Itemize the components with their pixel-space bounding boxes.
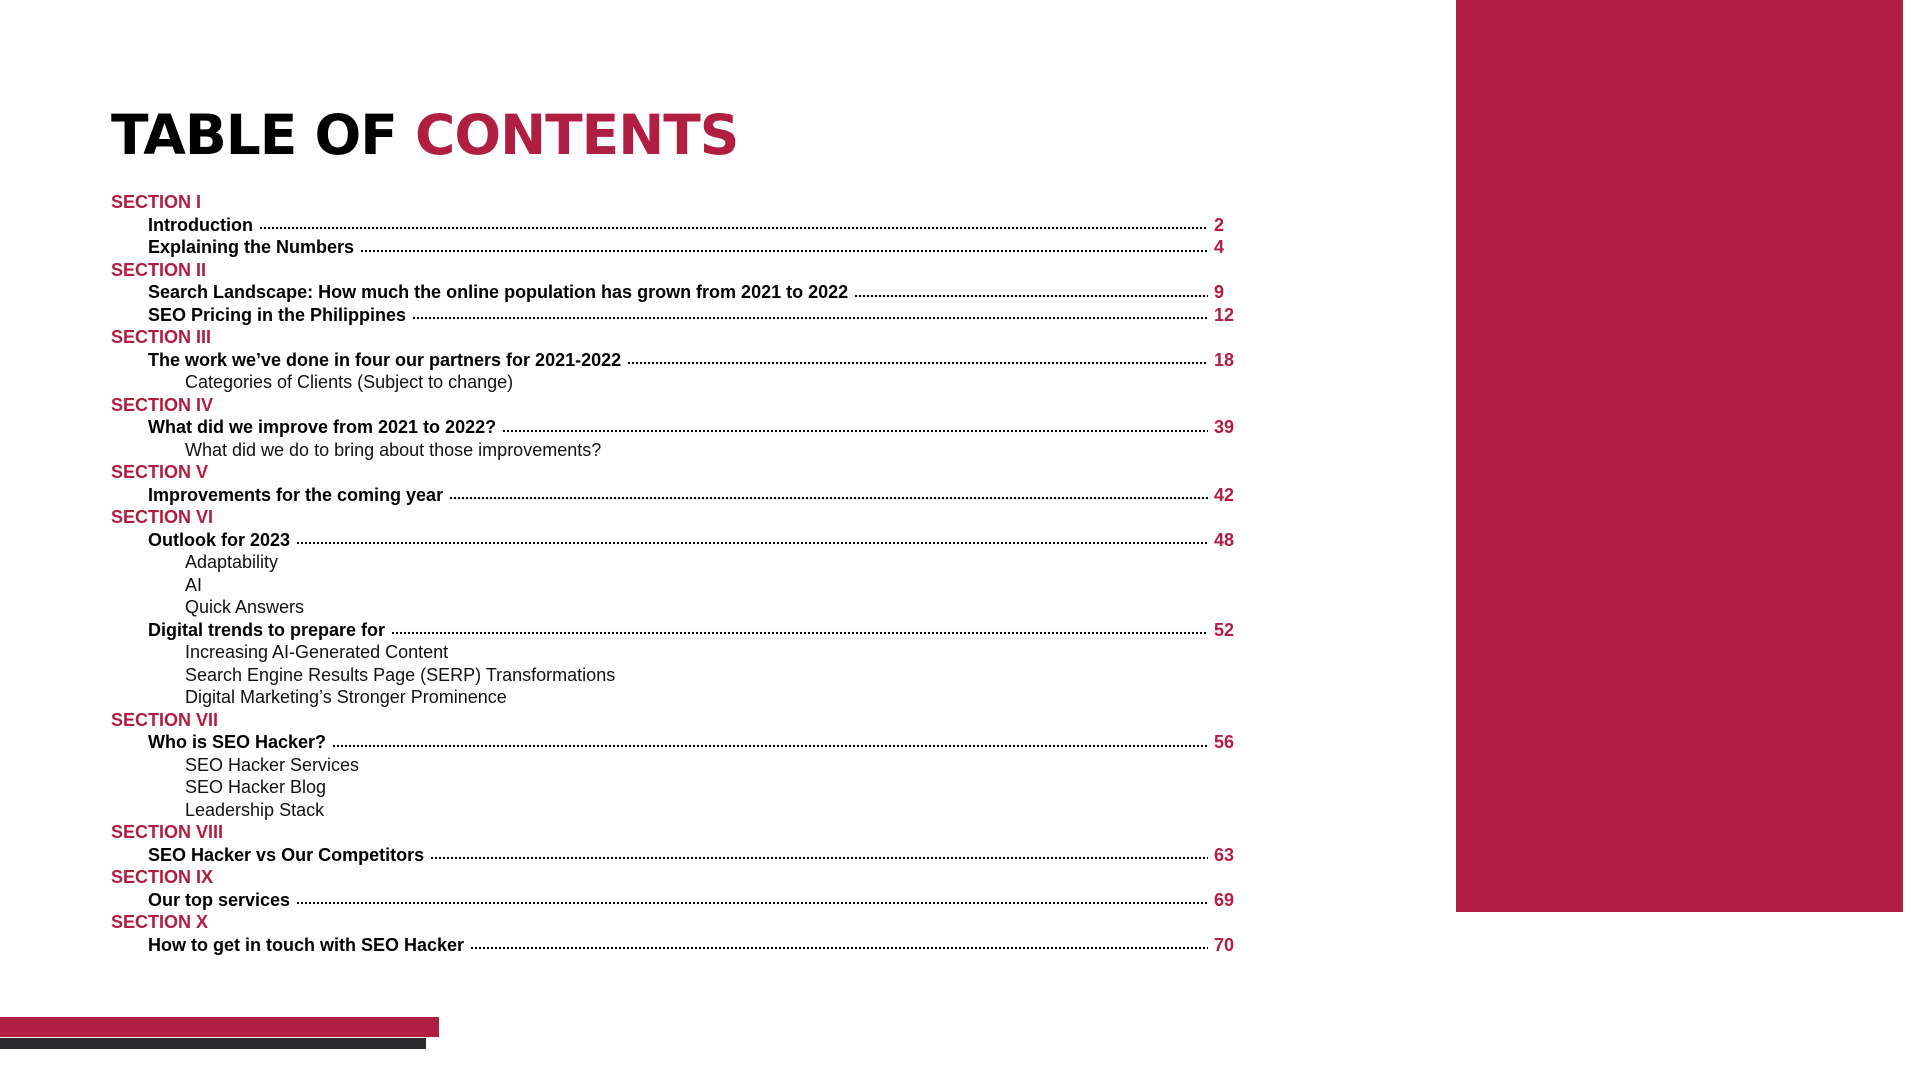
toc-page-number: 12 bbox=[1214, 304, 1235, 325]
toc-page-number: 18 bbox=[1214, 349, 1235, 370]
toc-entry bbox=[111, 529, 1246, 552]
toc-entry-label: Improvements for the coming year bbox=[148, 484, 444, 505]
toc-page-number: 42 bbox=[1214, 484, 1235, 505]
toc-entry-label: Outlook for 2023 bbox=[148, 529, 291, 550]
dot-leader bbox=[332, 743, 1208, 748]
toc-entry-label: The work we’ve done in four our partners for 2021-2022 bbox=[148, 349, 622, 370]
toc-entry bbox=[111, 349, 1246, 372]
toc-entry bbox=[111, 484, 1246, 507]
toc-entry-label: How to get in touch with SEO Hacker bbox=[148, 934, 465, 955]
toc-entry-label: SEO Hacker vs Our Competitors bbox=[148, 844, 425, 865]
toc-subentry: Leadership Stack bbox=[185, 799, 325, 820]
toc-entry bbox=[111, 731, 1246, 754]
toc-subentry: Categories of Clients (Subject to change) bbox=[185, 372, 514, 392]
decorative-bar-dark bbox=[0, 1038, 426, 1049]
toc-subentry: What did we do to bring about those improvements? bbox=[185, 439, 602, 460]
toc-page-number: 69 bbox=[1214, 889, 1235, 910]
toc-subentry: AI bbox=[185, 574, 203, 595]
toc-section-heading: SECTION II bbox=[111, 259, 207, 280]
dot-leader bbox=[259, 225, 1208, 230]
toc-subentry: Digital Marketing’s Stronger Prominence bbox=[185, 687, 507, 707]
toc-subentry: Quick Answers bbox=[185, 597, 305, 617]
dot-leader bbox=[449, 495, 1208, 500]
toc-section-heading: SECTION IV bbox=[111, 394, 214, 415]
dot-leader bbox=[296, 900, 1208, 905]
decorative-side-panel bbox=[1456, 0, 1903, 912]
toc-entry bbox=[111, 934, 1246, 957]
toc-page-number: 70 bbox=[1214, 934, 1235, 955]
table-of-contents bbox=[111, 191, 1246, 956]
toc-section-heading: SECTION X bbox=[111, 912, 209, 932]
toc-page-number: 52 bbox=[1214, 619, 1235, 640]
title-part-accent: CONTENTS bbox=[414, 103, 739, 167]
dot-leader bbox=[430, 855, 1208, 860]
toc-entry bbox=[111, 236, 1246, 259]
dot-leader bbox=[502, 428, 1208, 433]
toc-page-number: 39 bbox=[1214, 417, 1235, 437]
toc-entry-label: SEO Pricing in the Philippines bbox=[148, 304, 407, 325]
dot-leader bbox=[627, 360, 1208, 365]
toc-section-heading: SECTION IX bbox=[111, 867, 214, 887]
toc-page-number: 4 bbox=[1214, 237, 1225, 257]
toc-subentry: Adaptability bbox=[185, 552, 279, 572]
toc-entry bbox=[111, 889, 1246, 912]
toc-entry bbox=[111, 416, 1246, 439]
title-part-black: TABLE OF bbox=[111, 103, 397, 167]
page-title bbox=[111, 100, 738, 170]
toc-page-number: 2 bbox=[1214, 214, 1225, 235]
toc-entry-label: Who is SEO Hacker? bbox=[148, 732, 327, 752]
dot-leader bbox=[854, 293, 1208, 298]
toc-entry-label: Our top services bbox=[148, 889, 291, 910]
toc-entry-label: Search Landscape: How much the online population has grown from 2021 to 2022 bbox=[148, 282, 849, 302]
toc-section-heading: SECTION VII bbox=[111, 709, 219, 730]
toc-entry-label: Digital trends to prepare for bbox=[148, 619, 386, 640]
toc-entry bbox=[111, 281, 1246, 304]
toc-subentry: SEO Hacker Blog bbox=[185, 777, 327, 797]
toc-entry-label: Introduction bbox=[148, 214, 253, 235]
toc-entry bbox=[111, 844, 1246, 867]
toc-page-number: 9 bbox=[1214, 282, 1225, 302]
toc-entry-label: Explaining the Numbers bbox=[148, 237, 355, 257]
toc-section-heading: SECTION VI bbox=[111, 507, 214, 527]
dot-leader bbox=[296, 540, 1208, 545]
dot-leader bbox=[412, 315, 1208, 320]
toc-section-heading: SECTION III bbox=[111, 327, 212, 347]
toc-page-number: 63 bbox=[1214, 844, 1235, 865]
toc-page-number: 48 bbox=[1214, 529, 1235, 550]
dot-leader bbox=[360, 248, 1208, 253]
toc-entry bbox=[111, 304, 1246, 327]
toc-subentry: Increasing AI-Generated Content bbox=[185, 642, 449, 662]
toc-entry bbox=[111, 214, 1246, 237]
dot-leader bbox=[391, 630, 1208, 635]
toc-section-heading: SECTION V bbox=[111, 462, 209, 482]
toc-entry bbox=[111, 619, 1246, 642]
toc-entry-label: What did we improve from 2021 to 2022? bbox=[148, 417, 497, 437]
dot-leader bbox=[470, 945, 1208, 950]
toc-subentry: Search Engine Results Page (SERP) Transformations bbox=[185, 664, 616, 685]
decorative-bar-red bbox=[0, 1017, 439, 1037]
toc-page-number: 56 bbox=[1214, 732, 1235, 752]
toc-subentry: SEO Hacker Services bbox=[185, 754, 360, 775]
toc-section-heading: SECTION I bbox=[111, 192, 202, 212]
toc-section-heading: SECTION VIII bbox=[111, 822, 224, 842]
